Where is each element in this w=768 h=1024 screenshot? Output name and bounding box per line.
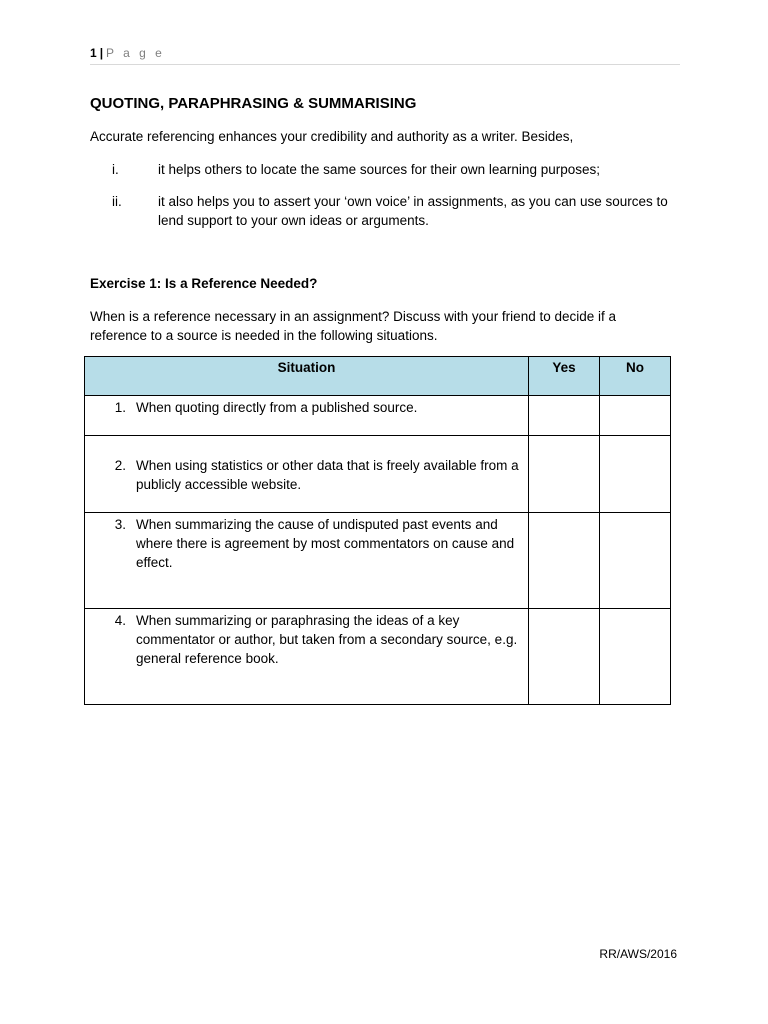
table-header-row [85,357,671,396]
situation-cell [85,436,529,513]
intro-paragraph: Accurate referencing enhances your credibility and authority as a writer. Besides, [90,129,574,144]
no-answer-cell[interactable] [600,396,671,436]
situation-text: When using statistics or other data that is freely available from a publicly accessible website. [136,458,519,492]
situation-text: When summarizing the cause of undisputed past events and where there is agreement by most commentators on cause and effect. [136,517,515,570]
page-header [90,46,680,65]
header-situation: Situation [85,357,529,396]
reasons-list [90,160,680,243]
row-number: 3. [114,517,126,532]
situation-cell [85,513,529,609]
row-number: 1. [114,400,126,415]
list-marker: ii. [112,194,122,209]
page-separator: | [99,46,104,60]
header-yes: Yes [529,357,600,396]
table-row [85,396,671,436]
situation-text: When quoting directly from a published source. [136,400,418,415]
situation-text: When summarizing or paraphrasing the ideas of a key commentator or author, but taken from a secondary source, e.g. general reference book. [136,613,518,666]
list-item-text: it also helps you to assert your ‘own voice’ in assignments, as you can use sources to lend support to your own ideas or arguments. [158,194,668,228]
page-number: 1 [90,46,97,60]
situation-cell [85,396,529,436]
list-item [90,192,680,230]
header-no: No [600,357,671,396]
no-answer-cell[interactable] [600,513,671,609]
no-answer-cell[interactable] [600,609,671,705]
situation-cell [85,609,529,705]
exercise-title: Exercise 1: Is a Reference Needed? [90,276,318,291]
list-marker: i. [112,162,119,177]
row-number: 4. [114,613,126,628]
yes-answer-cell[interactable] [529,436,600,513]
yes-answer-cell[interactable] [529,609,600,705]
exercise-question: When is a reference necessary in an assignment? Discuss with your friend to decide if a reference to a source is needed in the following situations. [90,309,617,343]
page-title: QUOTING, PARAPHRASING & SUMMARISING [90,95,417,112]
list-item-text: it helps others to locate the same sources for their own learning purposes; [158,162,600,177]
table-row [85,609,671,705]
table-row [85,436,671,513]
yes-answer-cell[interactable] [529,396,600,436]
row-number: 2. [114,458,126,473]
yes-answer-cell[interactable] [529,513,600,609]
page-word: P a g e [106,46,165,60]
document-footer-code: RR/AWS/2016 [599,947,677,961]
situations-table [84,356,671,705]
list-item [90,160,680,179]
no-answer-cell[interactable] [600,436,671,513]
table-row [85,513,671,609]
